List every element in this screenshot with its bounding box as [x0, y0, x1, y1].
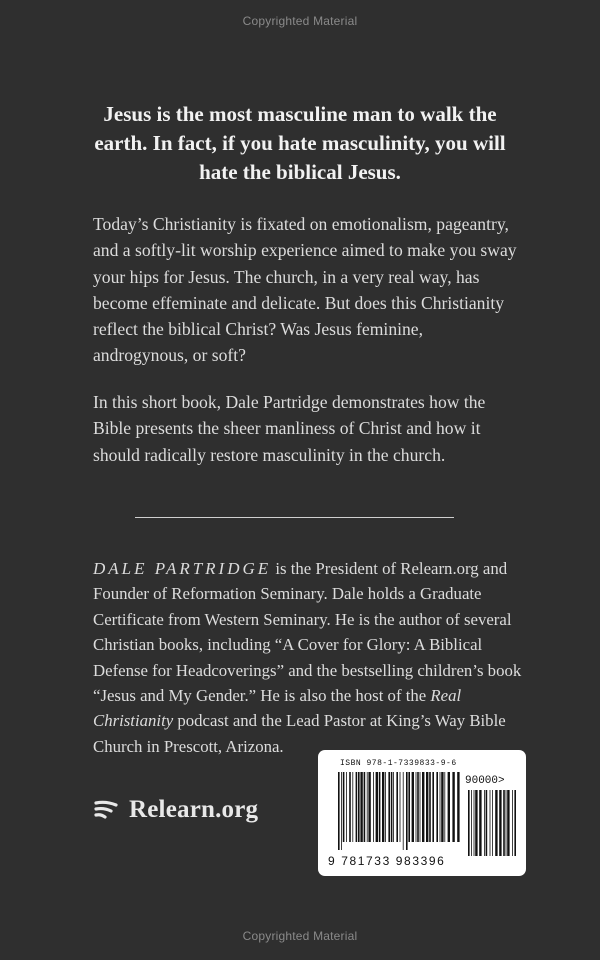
barcode-addon-bars — [468, 790, 516, 856]
author-bio — [93, 556, 533, 759]
isbn-label: ISBN 978-1-7339833-9-6 — [340, 759, 457, 768]
author-bio-text-1: is the President of Relearn.org and Founder of Reformation Seminary. Dale holds a Graduate Certificate from Western Seminary. He is the author of several Christian books, including “A Cover for Glory: A Biblical Defense for Headcoverings” and the bestselling children’s book “Jesus and My Gender.” He is also the host of the — [93, 559, 522, 706]
description-paragraph-1: Today’s Christianity is fixated on emotionalism, pageantry, and a softly-lit worship experience aimed to make you sway your hips for Jesus. The church, in a very real way, has become effeminate and delicate. But does this Christianity reflect the biblical Christ? Was Jesus feminine, androgynous, or soft? — [93, 214, 517, 366]
author-name: DALE PARTRIDGE — [93, 559, 272, 578]
tagline: Jesus is the most masculine man to walk the earth. In fact, if you hate masculinity, you will hate the biblical Jesus. — [94, 102, 506, 184]
section-divider — [135, 517, 454, 518]
author-bio-text-2: podcast and the Lead Pastor at King’s Way Bible Church in Prescott, Arizona. — [93, 711, 506, 756]
podcast-name: Real Christianity — [93, 686, 462, 731]
watermark-bottom: Copyrighted Material — [242, 929, 358, 943]
description-paragraph-2: In this short book, Dale Partridge demonstrates how the Bible presents the sheer manliness of Christ and how it should radically restore masculinity in the church. — [93, 392, 486, 465]
barcode-digits: 9 781733 983396 — [328, 854, 446, 868]
publisher-name: Relearn.org — [129, 796, 259, 823]
barcode-panel — [318, 750, 526, 876]
relearn-logo-icon — [93, 797, 119, 823]
publisher-logo — [93, 796, 258, 824]
price-code: 90000> — [465, 775, 505, 787]
watermark-top: Copyrighted Material — [242, 14, 358, 28]
barcode-bars — [338, 772, 461, 850]
